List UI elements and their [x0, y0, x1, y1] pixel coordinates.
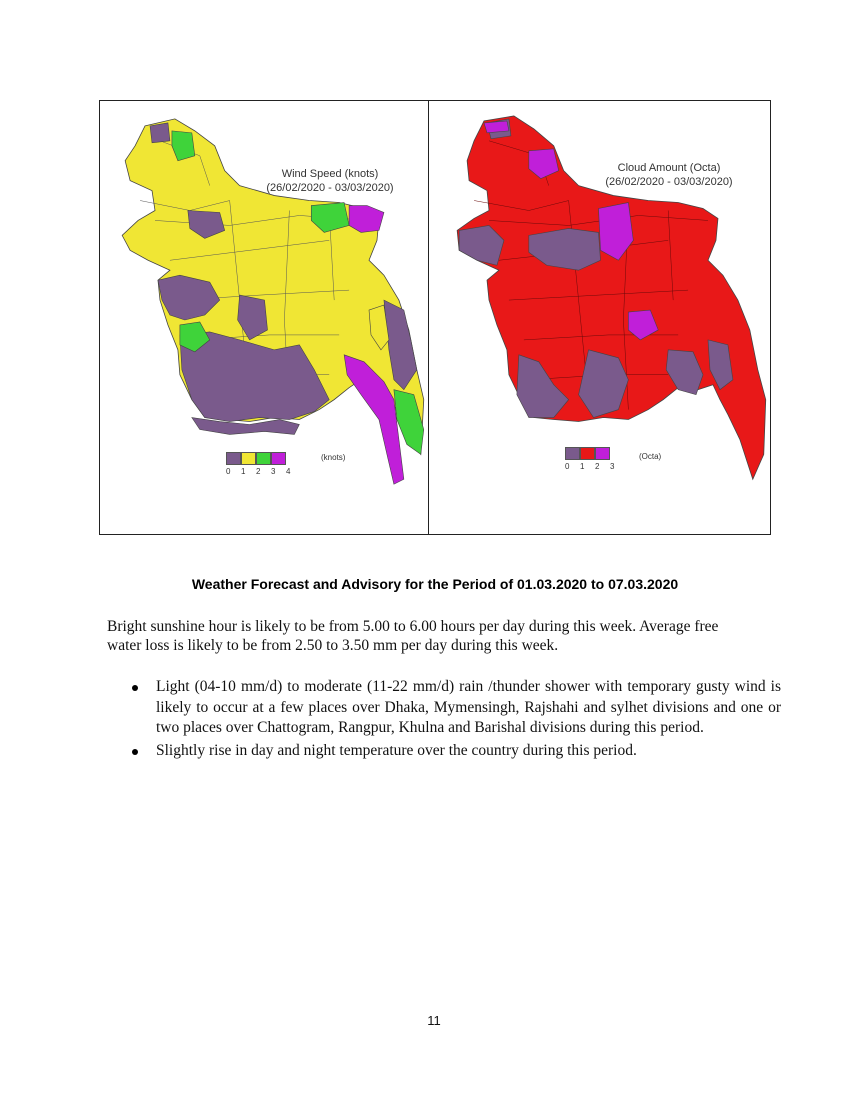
- page-number: 11: [427, 1013, 441, 1028]
- bullet-text: Light (04-10 mm/d) to moderate (11-22 mm/d) rain /thunder shower with temporary gusty wind is likely to occur at a few places over Dhaka, Mymensingh, Rajshahi and sylhet divisions and one or two places over Chattogram, Rangpur, Khulna and Barishal divisions during this period.: [156, 678, 781, 736]
- cloud-legend-swatch-0: [565, 447, 580, 460]
- list-item: [156, 741, 781, 762]
- wind-legend-tick: 4: [286, 467, 291, 476]
- cloud-map-title-line2: (26/02/2020 - 03/03/2020): [605, 176, 733, 188]
- cloud-amount-map-cell: [429, 101, 770, 534]
- cloud-map-title-line1: Cloud Amount (Octa): [617, 162, 721, 174]
- wind-speed-map-cell: [100, 101, 429, 534]
- wind-legend-swatch-3: [271, 452, 286, 465]
- wind-legend-tick: 1: [241, 467, 246, 476]
- bullet-text: Slightly rise in day and night temperature over the country during this period.: [156, 741, 637, 759]
- cloud-legend-unit: (Octa): [639, 452, 662, 461]
- wind-map-title-line2: (26/02/2020 - 03/03/2020): [266, 182, 394, 194]
- wind-legend-tick: 3: [271, 467, 276, 476]
- forecast-intro: Bright sunshine hour is likely to be from 5.00 to 6.00 hours per day during this week. Average free water loss is likely to be from 2.50 to 3.50 mm per day during this week.: [107, 618, 719, 654]
- bullet-icon: [132, 749, 138, 755]
- cloud-legend-swatch-1: [580, 447, 595, 460]
- forecast-heading: Weather Forecast and Advisory for the Period of 01.03.2020 to 07.03.2020: [191, 576, 679, 592]
- wind-legend: [226, 452, 301, 476]
- wind-legend-swatch-2: [256, 452, 271, 465]
- cloud-legend-tick: 0: [565, 462, 570, 471]
- cloud-legend-tick: 3: [610, 462, 615, 471]
- wind-legend-swatch-0: [226, 452, 241, 465]
- cloud-legend-tick: 1: [580, 462, 585, 471]
- wind-map-title: [250, 167, 410, 195]
- forecast-bullets: [156, 677, 781, 763]
- cloud-map-title: [589, 161, 749, 189]
- cloud-legend: [565, 447, 625, 471]
- wind-legend-tick: 2: [256, 467, 261, 476]
- wind-legend-tick: 0: [226, 467, 231, 476]
- wind-legend-unit: (knots): [321, 453, 346, 462]
- list-item: [156, 677, 781, 739]
- bullet-icon: [132, 685, 138, 691]
- cloud-legend-tick: 2: [595, 462, 600, 471]
- wind-map-title-line1: Wind Speed (knots): [281, 168, 379, 180]
- cloud-legend-swatch-2: [595, 447, 610, 460]
- maps-table: [99, 100, 771, 535]
- wind-legend-swatch-1: [241, 452, 256, 465]
